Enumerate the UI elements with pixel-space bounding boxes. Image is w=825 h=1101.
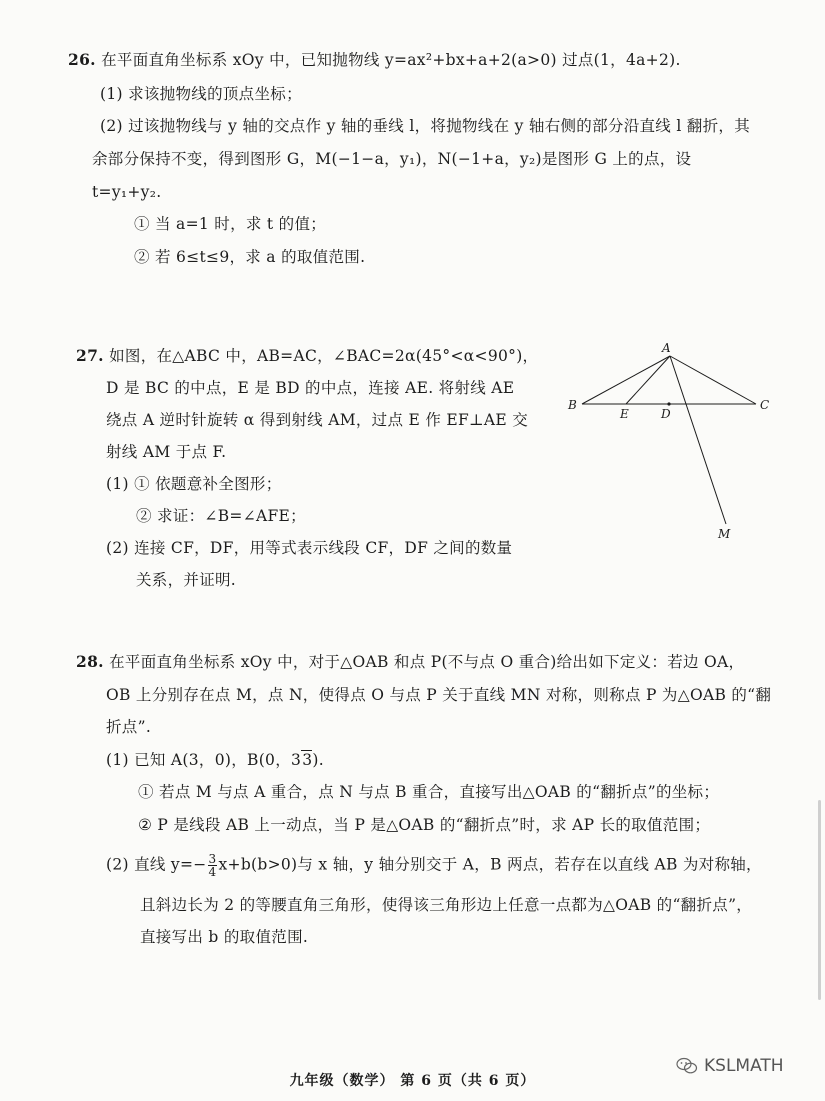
p26-q2-a: ① 当 a=1 时，求 t 的值；	[134, 215, 327, 233]
p26-q2-line3: t=y₁+y₂.	[92, 183, 162, 201]
scrollbar[interactable]	[818, 800, 821, 1000]
p28-q1-b: ② P 是线段 AB 上一动点，当 P 是△OAB 的“翻折点”时，求 AP 长的取值范围；	[138, 816, 711, 834]
p27-q1-b: ② 求证：∠B=∠AFE；	[136, 507, 306, 525]
p28-line1	[76, 652, 744, 672]
p28-q2-pre: (2) 直线 y=−	[106, 855, 207, 874]
wechat-icon	[676, 1057, 698, 1075]
segment-ab	[582, 356, 670, 404]
page-footer: 九年级（数学） 第 6 页（共 6 页）	[289, 1073, 536, 1089]
p28-q1-a: ① 若点 M 与点 A 重合，点 N 与点 B 重合，直接写出△OAB 的“翻折点”的坐标；	[138, 783, 720, 801]
label-b: B	[568, 398, 577, 412]
label-d: D	[661, 407, 671, 421]
p28-line1-text: 在平面直角坐标系 xOy 中，对于△OAB 和点 P(不与点 O 重合)给出如下定义：若边 OA，	[109, 653, 745, 671]
p26-intro-text: 在平面直角坐标系 xOy 中，已知抛物线 y=ax²+bx+a+2(a>0) 过点(1，4a+2).	[101, 51, 681, 69]
p28-q2-line2: 且斜边长为 2 的等腰直角三角形，使得该三角形边上任意一点都为△OAB 的“翻折点”，	[140, 896, 753, 914]
p26-intro	[68, 50, 681, 70]
point-d-dot	[667, 402, 670, 405]
label-m: M	[718, 527, 731, 541]
p27-line2: D 是 BC 的中点，E 是 BD 的中点，连接 AE. 将射线 AE	[106, 379, 515, 397]
p27-q2-line2: 关系，并证明.	[136, 571, 237, 589]
fraction-denominator: 4	[208, 865, 217, 879]
p26-q2-b: ② 若 6≤t≤9，求 a 的取值范围.	[134, 248, 366, 266]
p27-line1	[76, 346, 538, 366]
p28-q2-line1	[106, 853, 762, 878]
watermark	[676, 1056, 784, 1076]
p28-q1-post: ).	[312, 751, 324, 769]
p28-number: 28.	[76, 652, 104, 671]
label-e: E	[620, 407, 629, 421]
p27-q2-line1: (2) 连接 CF，DF，用等式表示线段 CF，DF 之间的数量	[106, 539, 513, 557]
fraction-numerator: 3	[208, 852, 217, 866]
p26-q2-line2: 余部分保持不变，得到图形 G，M(−1−a，y₁)，N(−1+a，y₂)是图形 G 上的点，设	[92, 150, 692, 168]
p26-number: 26.	[68, 50, 96, 69]
p28-q1-pre: (1) 已知 A(3，0)，B(0，3	[106, 751, 302, 769]
p27-line3: 绕点 A 逆时针旋转 α 得到射线 AM，过点 E 作 EF⊥AE 交	[106, 411, 529, 429]
p26-q2-line1: (2) 过该抛物线与 y 轴的交点作 y 轴的垂线 l，将抛物线在 y 轴右侧的部分沿直线 l 翻折，其	[100, 117, 751, 135]
p28-q1	[106, 750, 324, 770]
p27-figure	[560, 340, 780, 550]
ray-am	[670, 356, 726, 524]
p28-line3: 折点”.	[106, 718, 152, 736]
segment-ae	[626, 356, 670, 404]
fraction-three-quarters	[208, 853, 218, 878]
watermark-text: KSLMATH	[704, 1056, 784, 1076]
label-a: A	[662, 341, 671, 355]
p28-line2: OB 上分别存在点 M，点 N，使得点 O 与点 P 关于直线 MN 对称，则称点 P 为△OAB 的“翻	[106, 686, 772, 704]
p28-q2-post: x+b(b>0)与 x 轴，y 轴分别交于 A，B 两点，若存在以直线 AB 为对称轴，	[218, 855, 762, 874]
label-c: C	[760, 398, 770, 412]
sqrt-radicand: 3	[302, 751, 313, 769]
p27-q1-a: (1) ① 依题意补全图形；	[106, 475, 282, 493]
p27-number: 27.	[76, 346, 104, 365]
p28-q2-line3: 直接写出 b 的取值范围.	[140, 928, 309, 946]
p26-q1: (1) 求该抛物线的顶点坐标；	[100, 85, 302, 103]
p27-line4: 射线 AM 于点 F.	[106, 443, 227, 461]
p27-line1-text: 如图，在△ABC 中，AB=AC，∠BAC=2α(45°<α<90°)，	[109, 347, 539, 365]
segment-ac	[670, 356, 756, 404]
